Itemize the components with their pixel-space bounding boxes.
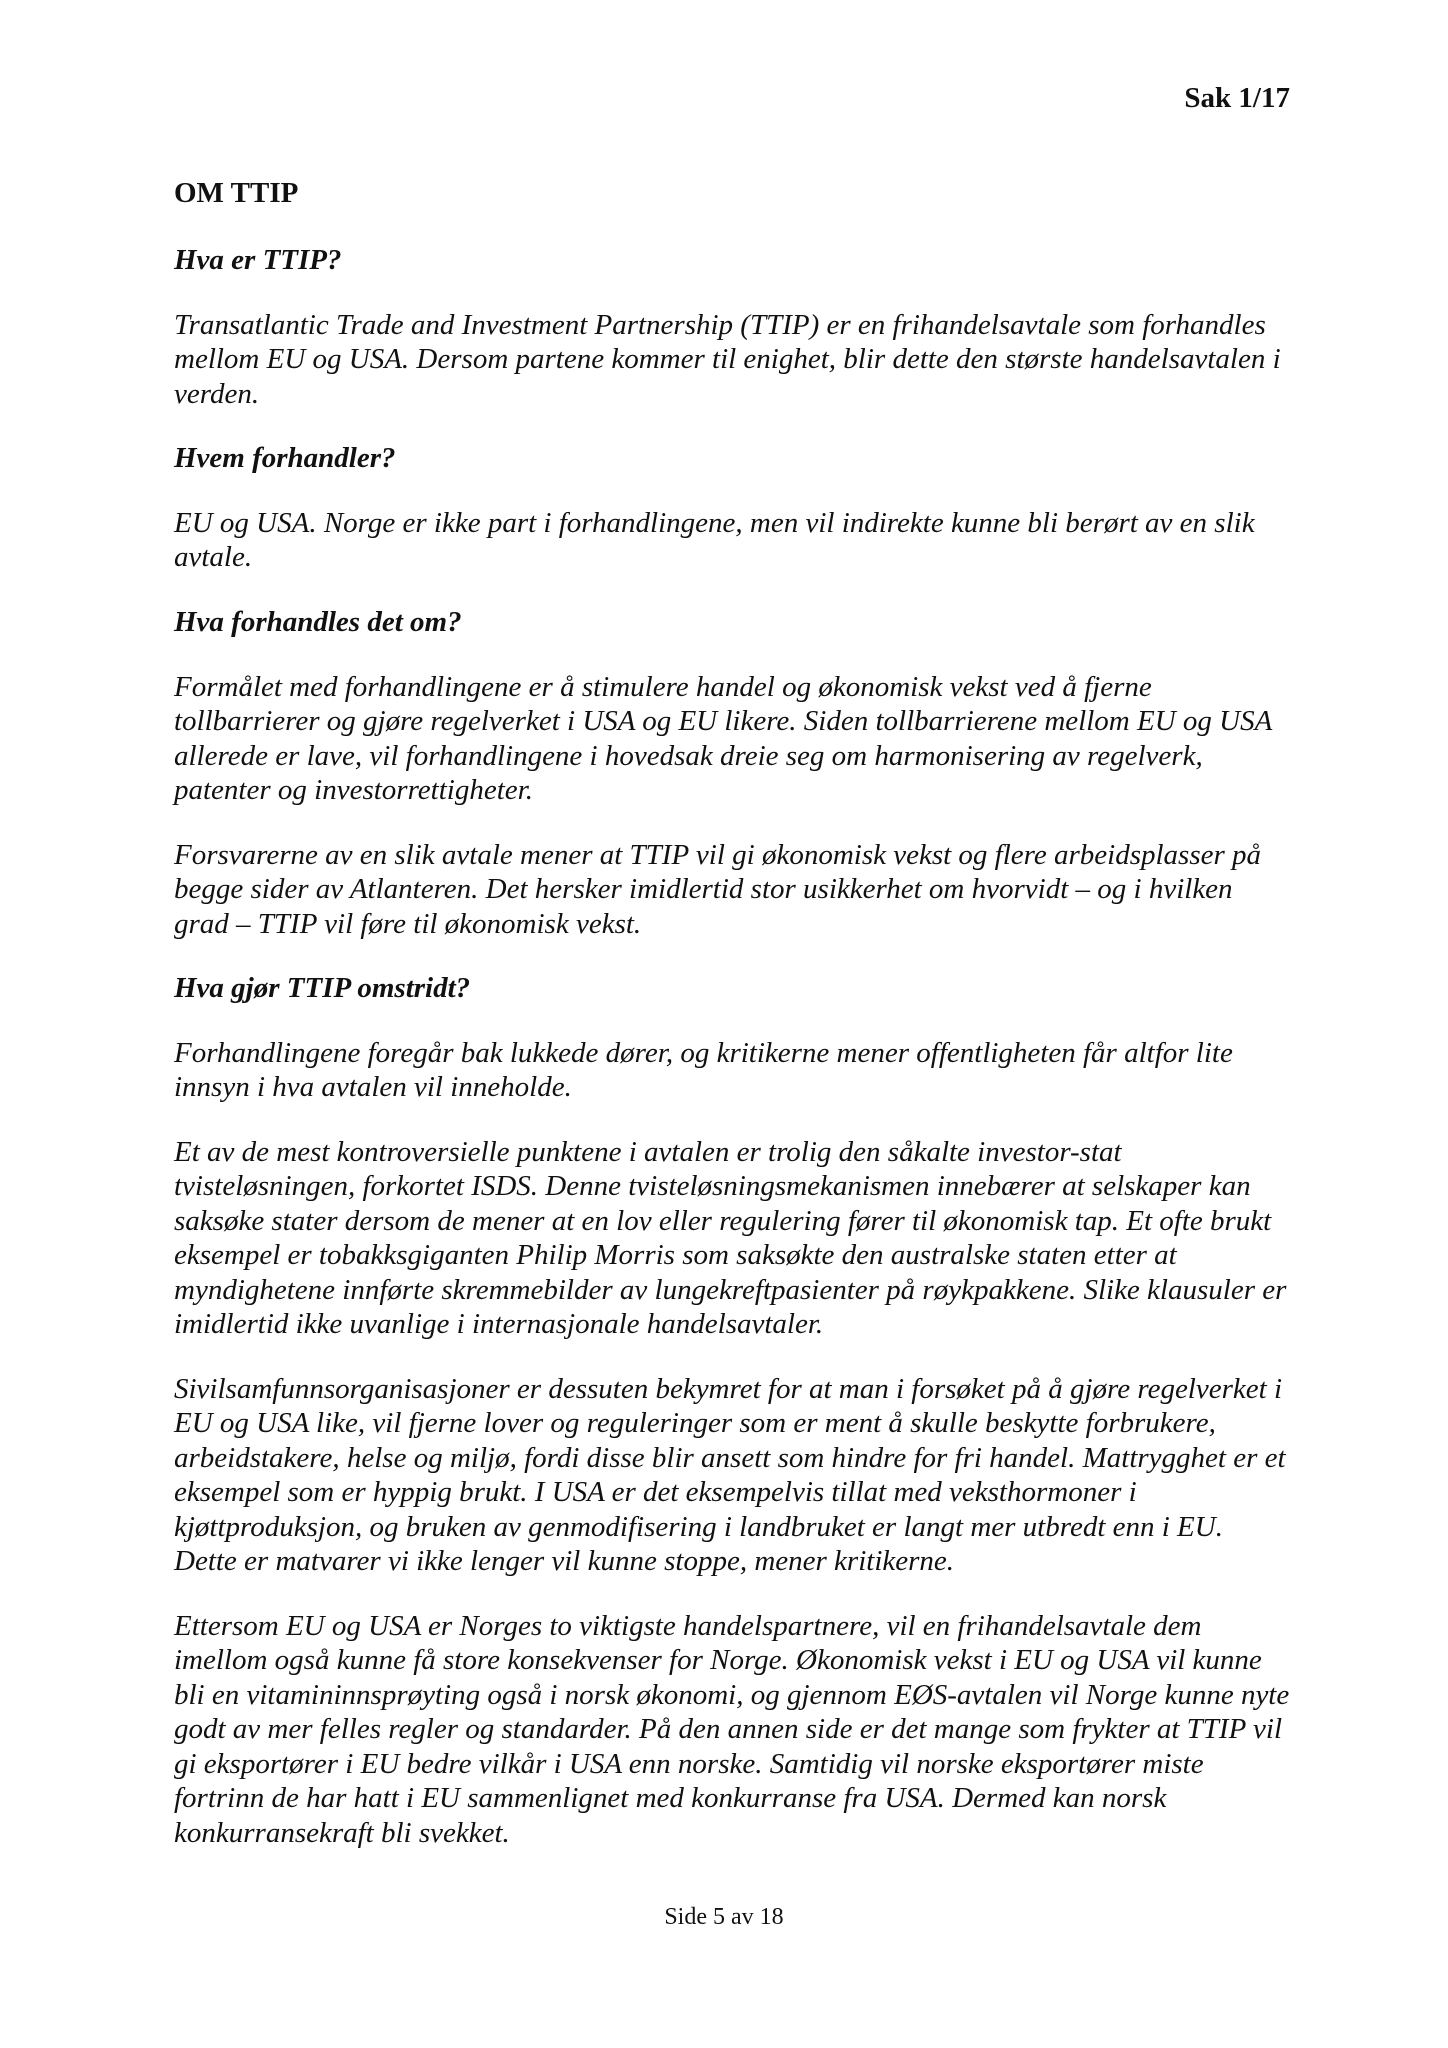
paragraph: Forhandlingene foregår bak lukkede dører, og kritikerne mener offentligheten får altfor lite innsyn i hva avtalen vil inneholde. <box>174 1036 1233 1104</box>
question-heading: Hvem forhandler? <box>174 442 396 475</box>
paragraph: Ettersom EU og USA er Norges to viktigste handelspartnere, vil en frihandelsavtale dem imellom også kunne få store konsekvenser for Norge. Økonomisk vekst i EU og USA vil kunne bli en vitamininnsprøyting også i norsk økonomi, og gjennom EØS-avtalen vil Norge kunne nyte godt av mer felles regler og standarder. På den annen side er det mange som frykter at TTIP vil gi eksportører i EU bedre vilkår i USA enn norske. Samtidig vil norske eksportører miste fortrinn de har hatt i EU sammenlignet med konkurranse fra USA. Dermed kan norsk konkurransekraft bli svekket. <box>174 1609 1290 1849</box>
section-title: OM TTIP <box>174 177 299 209</box>
paragraph: Formålet med forhandlingene er å stimulere handel og økonomisk vekst ved å fjerne tollbarrierer og gjøre regelverket i USA og EU likere. Siden tollbarrierene mellom EU og USA allerede er lave, vil forhandlingene i hovedsak dreie seg om harmonisering av regelverk, patenter og investorrettigheter. <box>174 670 1272 807</box>
case-number: Sak 1/17 <box>1184 82 1290 114</box>
document-body <box>174 176 1292 1880</box>
paragraph: EU og USA. Norge er ikke part i forhandlingene, men vil indirekte kunne bli berørt av en slik avtale. <box>174 506 1255 574</box>
paragraph: Transatlantic Trade and Investment Partnership (TTIP) er en frihandelsavtale som forhandles mellom EU og USA. Dersom partene kommer til enighet, blir dette den største handelsavtalen i verden. <box>174 308 1281 410</box>
paragraph: Et av de mest kontroversielle punktene i avtalen er trolig den såkalte investor-stat tvisteløsningen, forkortet ISDS. Denne tvisteløsningsmekanismen innebærer at selskaper kan saksøke stater dersom de mener at en lov eller regulering fører til økonomisk tap. Et ofte brukt eksempel er tobakksgiganten Philip Morris som saksøkte den australske staten etter at myndighetene innførte skremmebilder av lungekreftpasienter på røykpakkene. Slike klausuler er imidlertid ikke uvanlige i internasjonale handelsavtaler. <box>174 1135 1287 1341</box>
question-heading: Hva forhandles det om? <box>174 605 462 638</box>
page-number: Side 5 av 18 <box>664 1904 784 1930</box>
question-heading: Hva er TTIP? <box>174 243 342 276</box>
question-heading: Hva gjør TTIP omstridt? <box>174 972 471 1005</box>
paragraph: Sivilsamfunnsorganisasjoner er dessuten bekymret for at man i forsøket på å gjøre regelverket i EU og USA like, vil fjerne lover og reguleringer som er ment å skulle beskytte forbrukere, arbeidstakere, helse og miljø, fordi disse blir ansett som hindre for fri handel. Mattrygghet er et eksempel som er hyppig brukt. I USA er det eksempelvis tillat med veksthormoner i kjøttproduksjon, og bruken av genmodifisering i landbruket er langt mer utbredt enn i EU. Dette er matvarer vi ikke lenger vil kunne stoppe, mener kritikerne. <box>174 1372 1286 1578</box>
paragraph: Forsvarerne av en slik avtale mener at TTIP vil gi økonomisk vekst og flere arbeidsplasser på begge sider av Atlanteren. Det hersker imidlertid stor usikkerhet om hvorvidt – og i hvilken grad – TTIP vil føre til økonomisk vekst. <box>174 838 1262 940</box>
